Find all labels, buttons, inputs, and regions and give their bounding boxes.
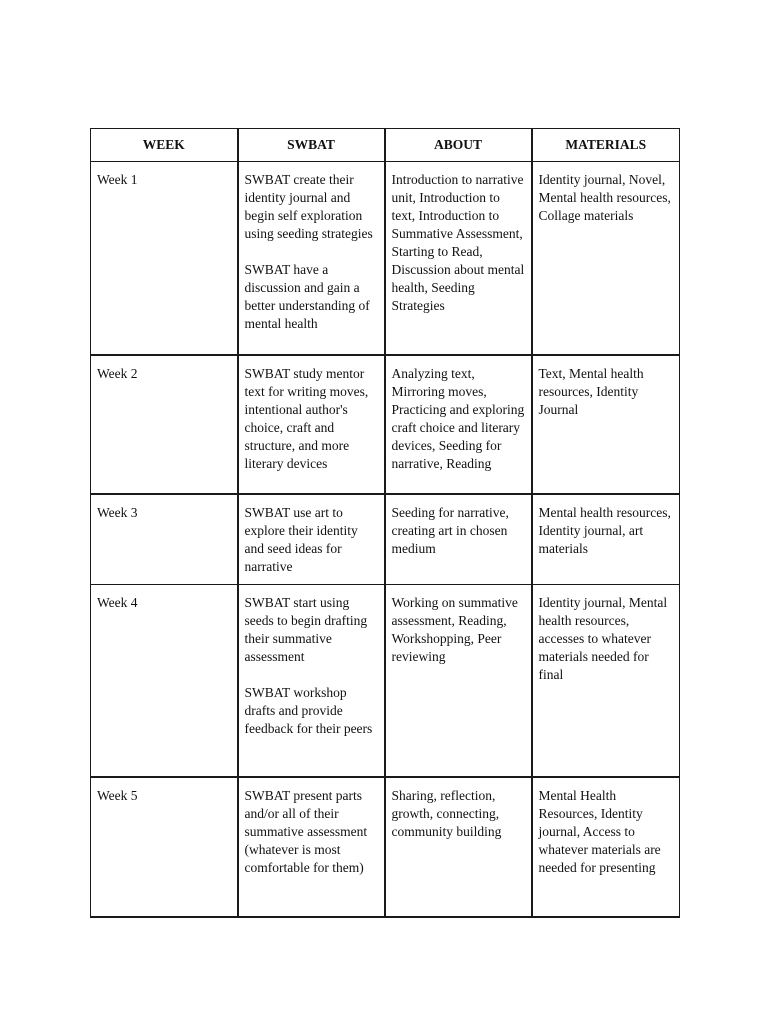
swbat-objective: SWBAT study mentor text for writing moves, intentional author's choice, craft and structure, and more literary devices xyxy=(244,365,369,471)
about-cell: Seeding for narrative, creating art in chosen medium xyxy=(385,494,532,585)
header-materials: MATERIALS xyxy=(532,129,680,162)
swbat-cell xyxy=(238,494,385,585)
header-week: WEEK xyxy=(91,129,238,162)
about-cell: Analyzing text, Mirroring moves, Practicing and exploring craft choice and literary devices, Seeding for narrative, Reading xyxy=(385,355,532,494)
swbat-cell xyxy=(238,162,385,355)
table-row-week-5 xyxy=(91,777,680,917)
swbat-objective: SWBAT have a discussion and gain a better understanding of mental health xyxy=(244,262,370,331)
week-cell: Week 1 xyxy=(91,162,238,355)
materials-cell: Identity journal, Mental health resources, accesses to whatever materials needed for final xyxy=(532,584,680,777)
table-row-week-1 xyxy=(91,162,680,355)
table-row-week-4 xyxy=(91,584,680,777)
week-cell: Week 4 xyxy=(91,584,238,777)
swbat-objective: SWBAT workshop drafts and provide feedback for their peers xyxy=(244,684,373,736)
swbat-cell xyxy=(238,777,385,917)
table-row-week-3 xyxy=(91,494,680,585)
unit-plan-table xyxy=(90,128,680,918)
table-body xyxy=(91,162,680,918)
about-cell: Sharing, reflection, growth, connecting, community building xyxy=(385,777,532,917)
materials-cell: Mental Health Resources, Identity journal, Access to whatever materials are needed for presenting xyxy=(532,777,680,917)
header-about: ABOUT xyxy=(385,129,532,162)
materials-cell: Text, Mental health resources, Identity Journal xyxy=(532,355,680,494)
table-row-week-2 xyxy=(91,355,680,494)
swbat-objective: SWBAT start using seeds to begin drafting their summative assessment xyxy=(244,594,368,664)
week-cell: Week 3 xyxy=(91,494,238,585)
table-header xyxy=(91,129,680,162)
materials-cell: Mental health resources, Identity journal, art materials xyxy=(532,494,680,585)
swbat-cell xyxy=(238,584,385,777)
swbat-objective: SWBAT create their identity journal and begin self exploration using seeding strategies xyxy=(244,172,373,241)
materials-cell: Identity journal, Novel, Mental health resources, Collage materials xyxy=(532,162,680,355)
swbat-cell xyxy=(238,355,385,494)
about-cell: Working on summative assessment, Reading, Workshopping, Peer reviewing xyxy=(385,584,532,777)
week-cell: Week 5 xyxy=(91,777,238,917)
swbat-objective: SWBAT use art to explore their identity and seed ideas for narrative xyxy=(244,504,358,574)
week-cell: Week 2 xyxy=(91,355,238,494)
swbat-objective: SWBAT present parts and/or all of their summative assessment (whatever is most comfortable for them) xyxy=(244,788,368,875)
header-swbat: SWBAT xyxy=(238,129,385,162)
about-cell: Introduction to narrative unit, Introduction to text, Introduction to Summative Assessment, Starting to Read, Discussion about mental health, Seeding Strategies xyxy=(385,162,532,355)
header-row xyxy=(91,129,680,162)
